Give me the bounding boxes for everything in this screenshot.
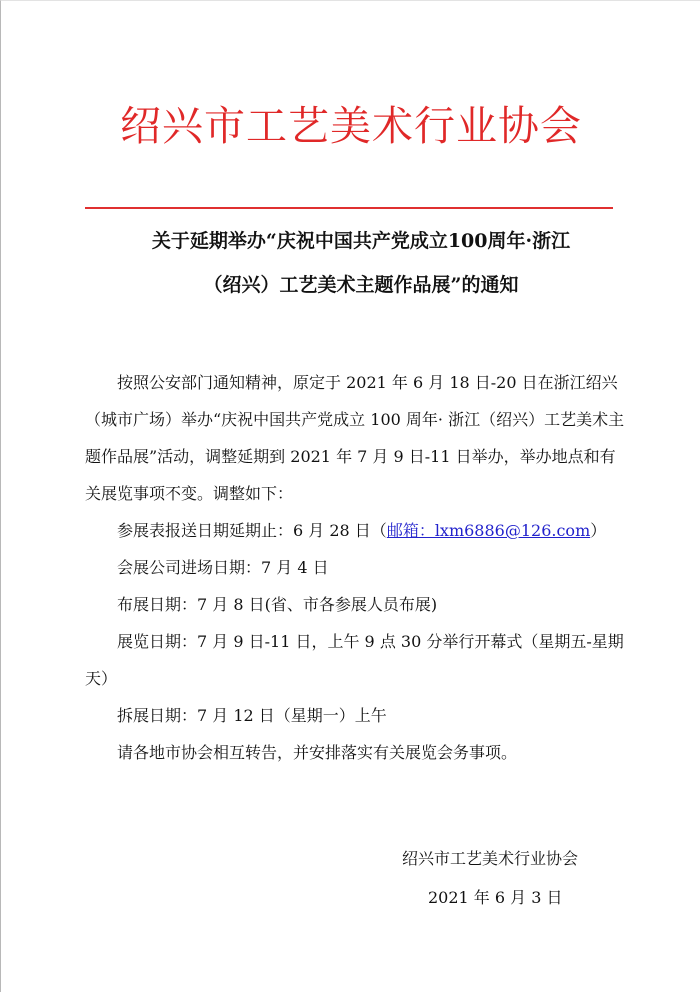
setup-date: 布展日期：7 月 8 日(省、市各参展人员布展) (117, 595, 438, 614)
notice-title-line-1: 关于延期举办“庆祝中国共产党成立100周年·浙江 (151, 230, 571, 252)
submission-deadline-suffix: ） (590, 521, 607, 540)
organization-header: 绍兴市工艺美术行业协会 (120, 102, 582, 150)
submission-deadline-label: 参展表报送日期延期止：6 月 28 日（ (117, 521, 387, 540)
notice-title-line-2: （绍兴）工艺美术主题作品展”的通知 (203, 274, 519, 296)
red-divider-rule (85, 207, 613, 209)
notice-title (71, 219, 651, 307)
submission-deadline-line (117, 512, 606, 549)
email-link[interactable]: 邮箱：lxm6886@126.com (386, 521, 591, 540)
teardown-date: 拆展日期：7 月 12 日（星期一）上午 (117, 706, 387, 725)
body-paragraph: 按照公安部门通知精神，原定于 2021 年 6 月 18 日-20 日在浙江绍兴（城市广场）举办“庆祝中国共产党成立 100 周年· 浙江（绍兴）工艺美术主题作品展”活动，调整延期到 2021 年 7 月 9 日-11 日举办，举办地点和有关展览事项不变。调整如下： (85, 373, 625, 503)
exhibition-date: 展览日期：7 月 9 日-11 日，上午 9 点 30 分举行开幕式（星期五-星期天） (85, 632, 624, 688)
closing-note: 请各地市协会相互转告，并安排落实有关展览会务事项。 (117, 743, 518, 762)
signature-date: 2021 年 6 月 3 日 (428, 888, 563, 907)
company-entry-date: 会展公司进场日期：7 月 4 日 (117, 558, 329, 577)
signature-organization: 绍兴市工艺美术行业协会 (402, 849, 579, 868)
